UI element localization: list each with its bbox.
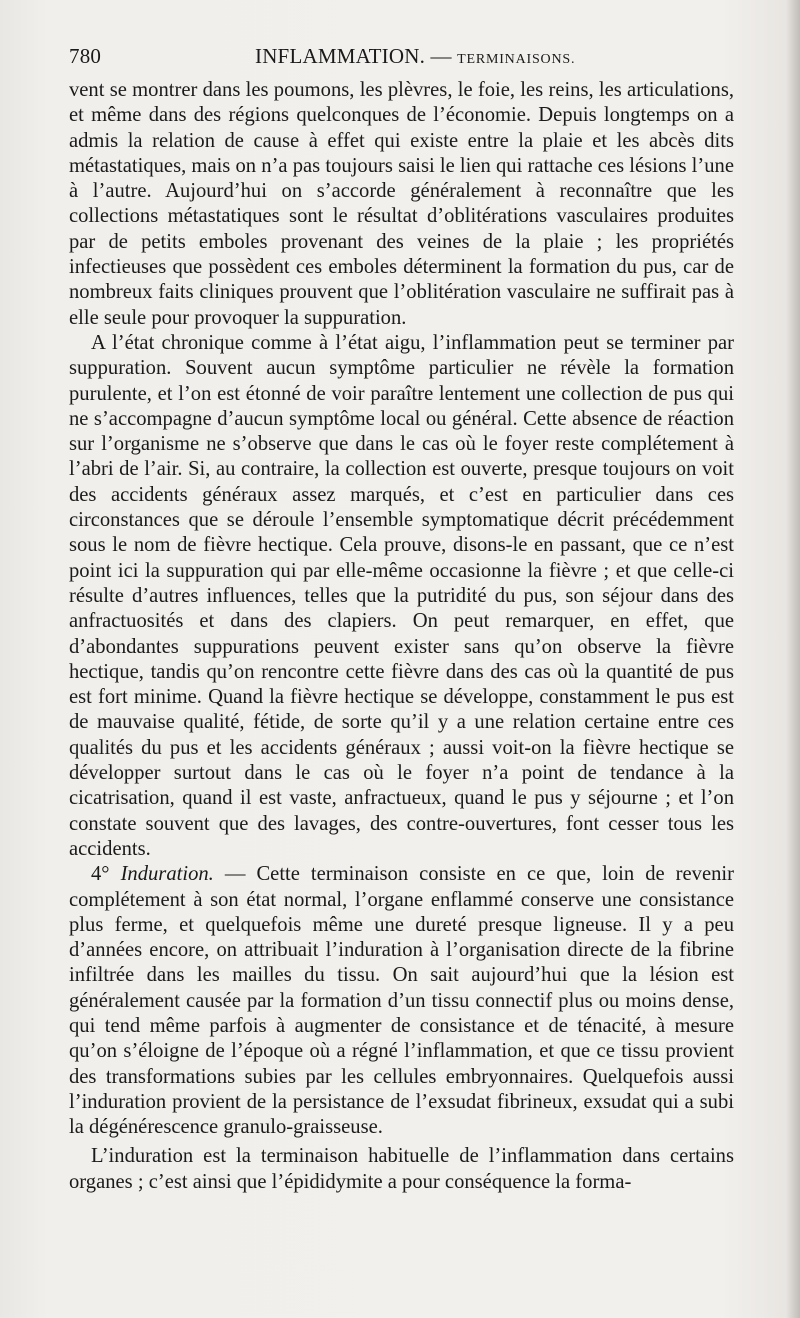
- running-title: [255, 44, 575, 69]
- running-header: [69, 44, 734, 74]
- page-number: 780: [69, 44, 102, 68]
- section-heading: Induration.: [120, 863, 214, 886]
- paragraph-chronic-suppuration: A l’état chronique comme à l’état aigu, l’inflammation peut se terminer par suppuration. Souvent aucun symptôme particulier ne révèle la formation purulente, et l’on est étonné de voir paraître lentement une collection de pus qui ne s’accompagne d’aucun symptôme local ou général. Cette absence de réaction sur l’organisme ne s’observe que dans le cas où le foyer reste complétement à l’abri de l’air. Si, au contraire, la collection est ouverte, presque toujours on voit des accidents généraux assez marqués, et c’est en particulier dans ces circonstances que se déroule l’ensemble symptomatique décrit précédemment sous le nom de fièvre hectique. Cela prouve, disons-le en passant, que ce n’est point ici la suppuration qui par elle-même occasionne la fièvre ; et que celle-ci résulte d’autres influences, telles que la putridité du pus, son séjour dans des anfractuosités et dans des clapiers. On peut remarquer, en effet, que d’abondantes suppurations peuvent exister sans qu’on observe la fièvre hectique, tandis qu’on rencontre cette fièvre dans des cas où la quantité de pus est fort minime. Quand la fièvre hectique se développe, constamment le pus est de mauvaise qualité, fétide, de sorte qu’il y a une relation certaine entre ces qualités du pus et les accidents généraux ; aussi voit-on la fièvre hectique se développer surtout dans le cas où le foyer n’a point de tendance à la cicatrisation, quand il est vaste, anfractueux, quand le pus y séjourne ; et l’on constate souvent que des lavages, des contre-ouvertures, font cesser tous les accidents.: [69, 331, 734, 860]
- section-dash: —: [224, 863, 246, 886]
- body-text: [69, 78, 734, 1195]
- running-title-separator: —: [430, 44, 452, 68]
- page-edge-shadow: [786, 0, 800, 1318]
- running-title-sub: TERMINAISONS.: [457, 52, 576, 67]
- section-number: 4°: [91, 863, 110, 886]
- paragraph-induration: [69, 862, 734, 1140]
- paragraph-induration-habitual: L’induration est la terminaison habituelle de l’inflammation dans certains organes ; c’est ainsi que l’épididymite a pour conséquence la forma-: [69, 1145, 734, 1193]
- paragraph-continuation: vent se montrer dans les poumons, les plèvres, le foie, les reins, les articulations, et même dans des régions quelconques de l’économie. Depuis longtemps on a admis la relation de cause à effet qui existe entre la plaie et les abcès dits métastatiques, mais on n’a pas toujours saisi le lien qui rattache ces lésions l’une à l’autre. Aujourd’hui on s’accorde généralement à reconnaître que les collections métastatiques sont le résultat d’oblitérations vasculaires produites par de petits emboles provenant des veines de la plaie ; les propriétés infectieuses que possèdent ces emboles déterminent la formation du pus, car de nombreux faits cliniques prouvent que l’oblitération vasculaire ne suffirait pas à elle seule pour provoquer la suppuration.: [69, 79, 734, 329]
- paragraph-induration-text: Cette terminaison consiste en ce que, loin de revenir complétement à son état normal, l’organe enflammé conserve une consistance plus ferme, et quelquefois même une dureté presque ligneuse. Il y a peu d’années encore, on attribuait l’induration à l’organisation directe de la fibrine infiltrée dans les mailles du tissu. On sait aujourd’hui que la lésion est généralement causée par la formation d’un tissu connectif plus ou moins dense, qui tend même parfois à augmenter de consistance et de ténacité, à mesure qu’on s’éloigne de l’époque où a régné l’inflammation, et que ce tissu provient des transformations subies par les cellules embryonnaires. Quelquefois aussi l’induration provient de la persistance de l’exsudat fibrineux, exsudat qui a subi la dégénérescence granulo-graisseuse.: [69, 863, 734, 1139]
- running-title-main: INFLAMMATION.: [255, 44, 426, 68]
